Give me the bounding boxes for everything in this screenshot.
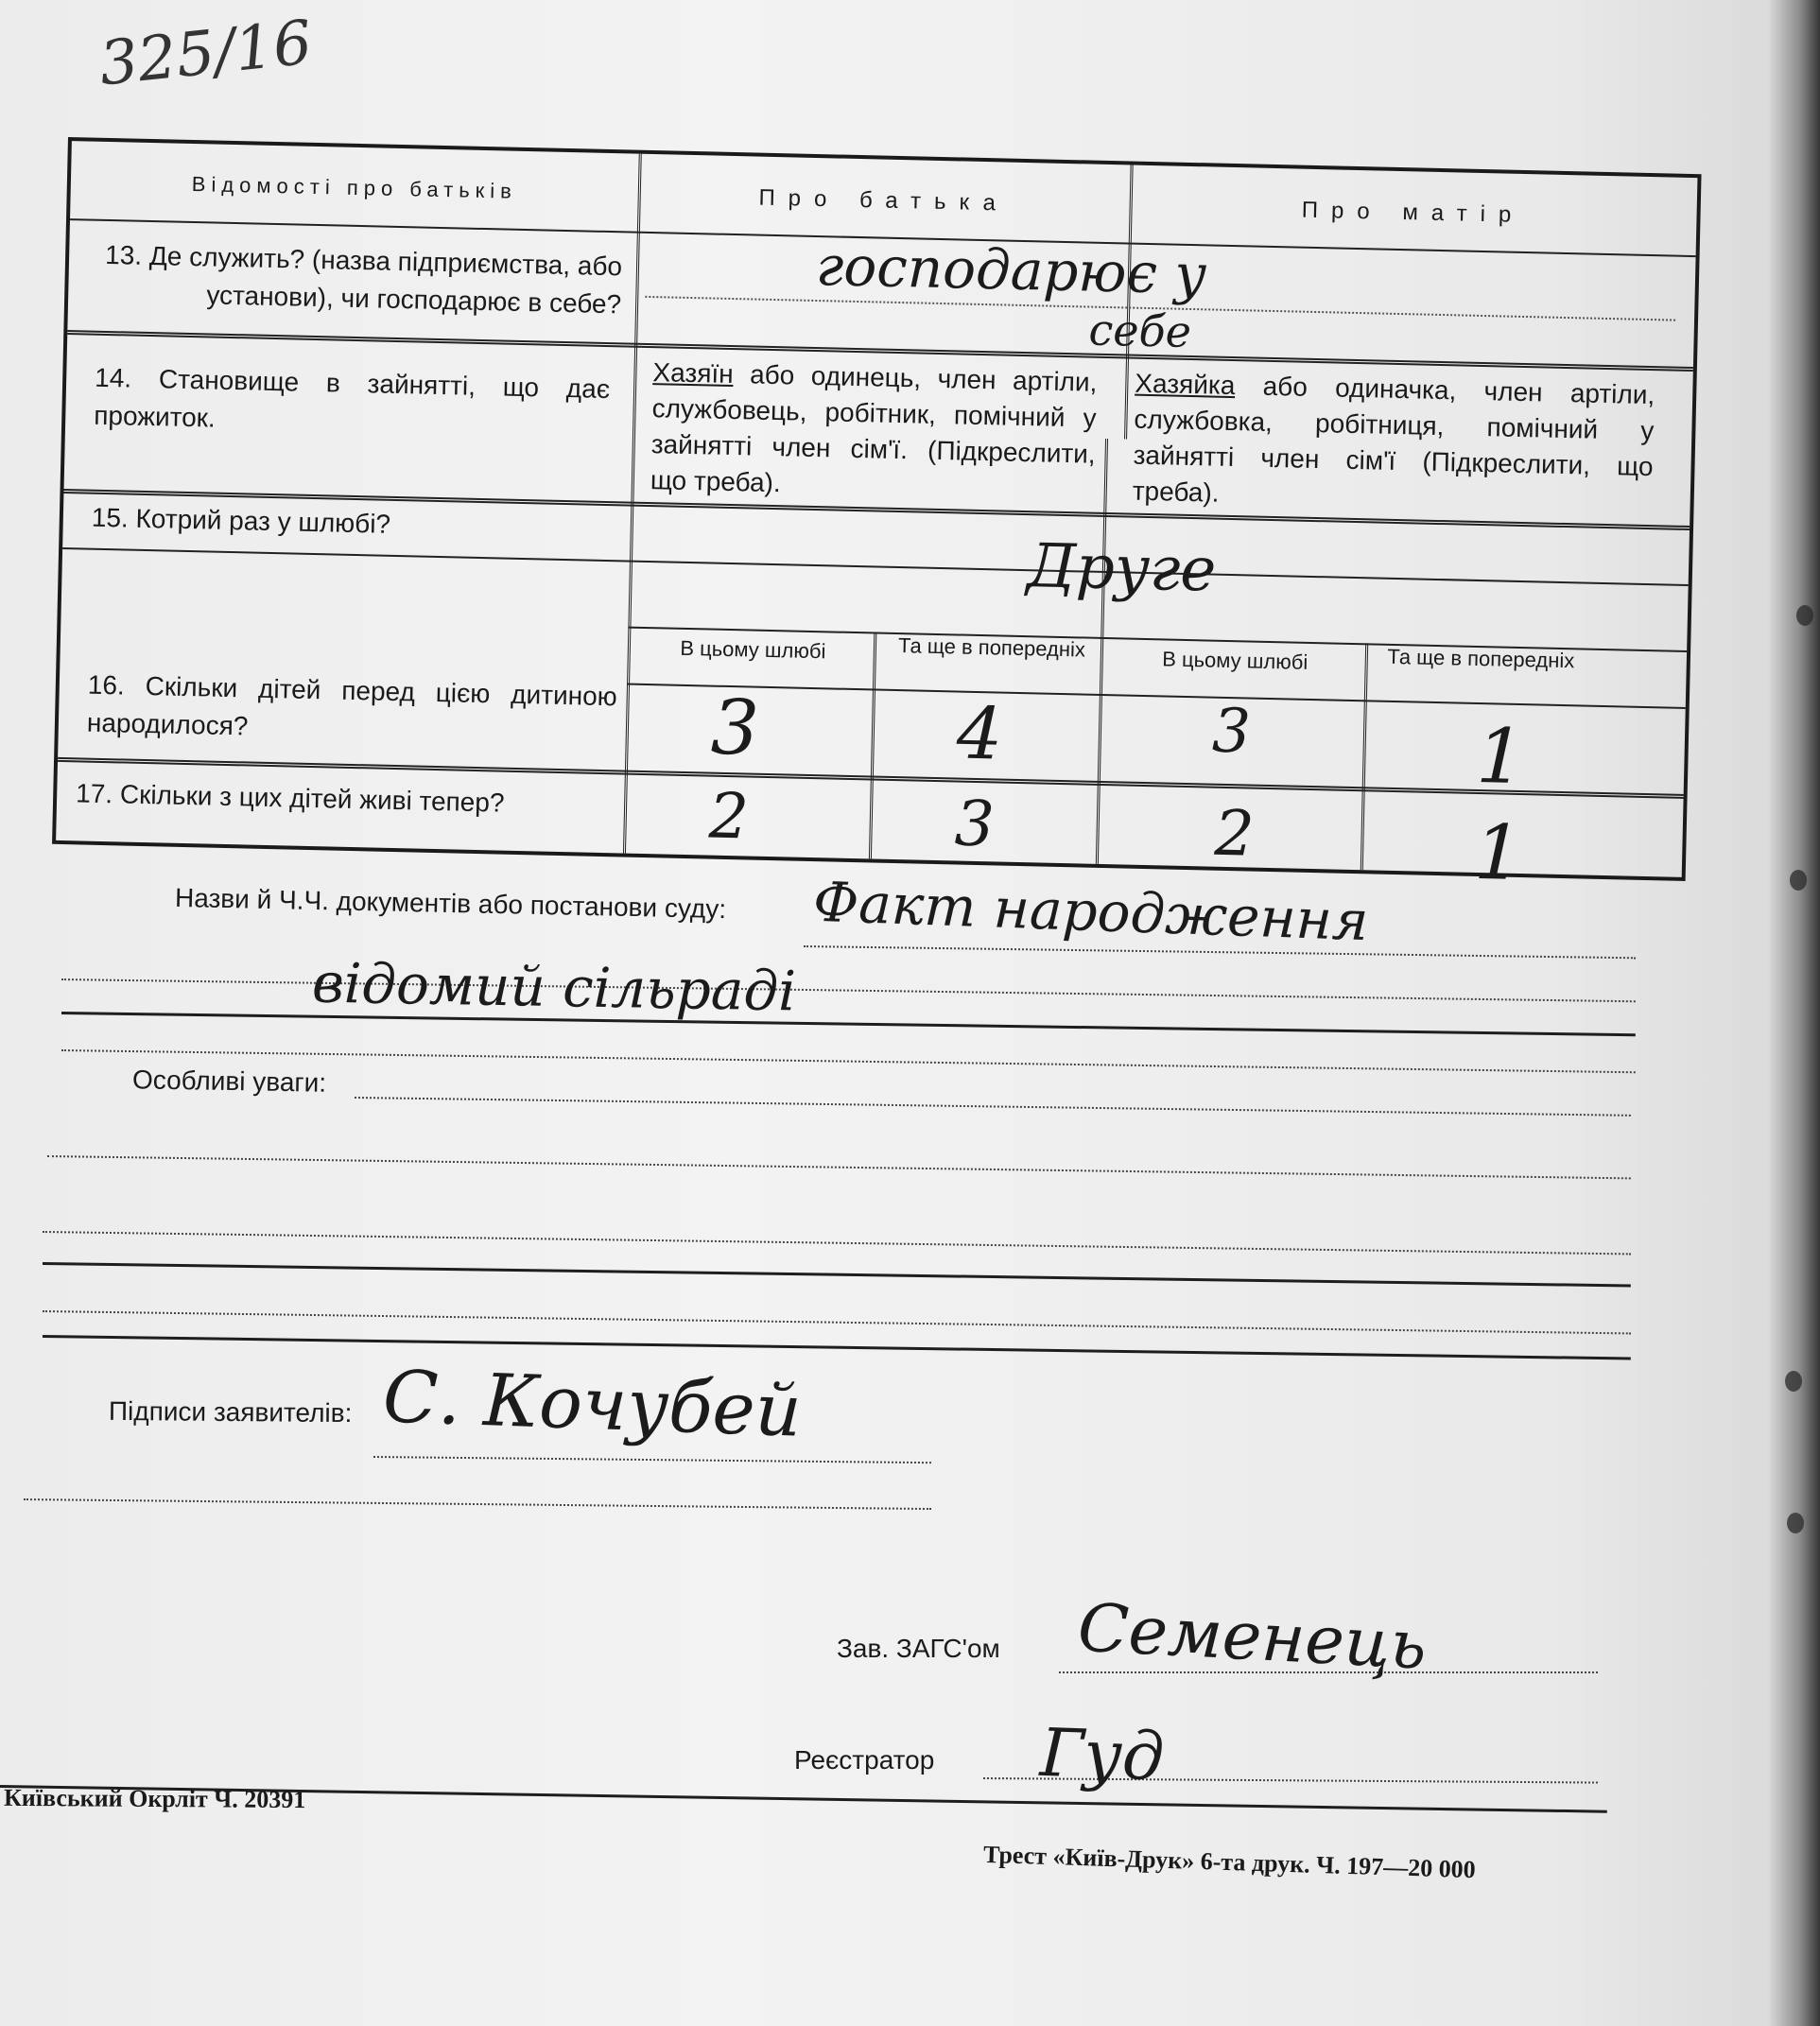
separator-rule — [61, 1012, 1636, 1036]
separator-rule — [43, 1262, 1631, 1287]
signatures-label: Підписи заявителів: — [108, 1395, 353, 1429]
header-mother: Про матір — [1301, 197, 1525, 228]
separator-rule — [43, 1335, 1631, 1359]
question-13: 13. Де служить? (назва підприємства, або установи), чи господарює в себе? — [104, 239, 623, 320]
column-divider — [1096, 439, 1108, 864]
binding-hole — [1790, 870, 1807, 891]
selected-option-father: Хазяїн — [652, 357, 735, 390]
row-divider — [627, 684, 1686, 709]
documents-label: Назви й Ч.Ч. документів або постанови суду: — [174, 882, 727, 925]
header-father: Про батька — [758, 184, 1010, 216]
registrar-label: Реєстратор — [794, 1745, 935, 1775]
question-14: 14. Становище в зайнятті, що дає прожиток. — [93, 362, 611, 433]
question-15: 15. Котрий раз у шлюбі? — [91, 502, 391, 539]
q17-father-this: 2 — [708, 779, 750, 854]
parents-info-table — [52, 137, 1702, 898]
documents-line-2 — [61, 978, 1636, 1002]
registrar-signature: Гуд — [1038, 1713, 1166, 1796]
signature-line — [24, 1498, 931, 1510]
question-16: 16. Скільки дітей перед цією дитиною народилося? — [86, 669, 618, 741]
binding-hole — [1785, 1371, 1802, 1392]
signature-line — [373, 1456, 931, 1463]
father-occupation-options — [650, 355, 1097, 509]
q13-answer-2: себе — [1088, 303, 1192, 357]
page-edge-shadow — [1768, 0, 1820, 2026]
remarks-label: Особливі уваги: — [131, 1065, 327, 1098]
q17-mother-this: 2 — [1213, 796, 1256, 871]
remarks-line — [47, 1155, 1631, 1179]
mother-options-text: або одиначка, член артіли, службовка, робітниця, помічний у зайнятті член сім'ї (Підкреслити, що треба). — [1132, 371, 1655, 508]
q13-answer: господарює у — [815, 233, 1207, 307]
binding-hole — [1796, 605, 1813, 626]
remarks-line — [355, 1097, 1631, 1117]
row-divider — [62, 547, 1689, 586]
q16-mother-previous: 1 — [1475, 711, 1526, 802]
header-parents-info: Відомості про батьків — [191, 171, 518, 203]
selected-option-mother: Хазяйка — [1135, 368, 1236, 401]
q17-mother-previous: 1 — [1473, 807, 1524, 898]
subheader-father-this: В цьому шлюбі — [680, 635, 826, 664]
archive-number: 325/16 — [95, 8, 316, 100]
subheader-father-previous: Та ще в попередніх — [897, 633, 1086, 662]
q16-father-this: 3 — [709, 683, 760, 772]
column-divider — [1361, 643, 1368, 870]
subheader-mother-this: В цьому шлюбі — [1161, 647, 1309, 674]
column-divider — [869, 632, 876, 858]
zags-head-signature: Семенець — [1076, 1588, 1429, 1685]
mother-occupation-options — [1132, 366, 1655, 521]
q17-father-previous: 3 — [953, 787, 996, 861]
documents-answer-2: відомий сільраді — [311, 950, 797, 1024]
q15-answer: Друге — [1026, 531, 1218, 606]
publisher-imprint: Київський Окрліт Ч. 20391 — [3, 1783, 306, 1814]
q16-father-previous: 4 — [955, 690, 1004, 776]
question-17: 17. Скільки з цих дітей живі тепер? — [75, 778, 505, 818]
father-options-text: або одинець, член артіли, службовець, робітник, помічний у зайнятті член сім'ї. (Підкреслити, що треба). — [650, 359, 1098, 498]
subheader-mother-previous: Та ще в попередніх — [1387, 644, 1575, 673]
documents-answer: Факт народження — [811, 869, 1370, 954]
zags-head-label: Зав. ЗАГС'ом — [837, 1634, 1000, 1663]
applicant-signature: С. Кочубей — [381, 1354, 804, 1453]
remarks-line — [43, 1231, 1631, 1255]
q16-mother-this: 3 — [1211, 696, 1252, 768]
printer-imprint: Трест «Київ-Друк» 6-та друк. Ч. 197—20 000 — [982, 1840, 1477, 1884]
binding-hole — [1787, 1513, 1804, 1533]
remarks-line — [43, 1310, 1631, 1334]
